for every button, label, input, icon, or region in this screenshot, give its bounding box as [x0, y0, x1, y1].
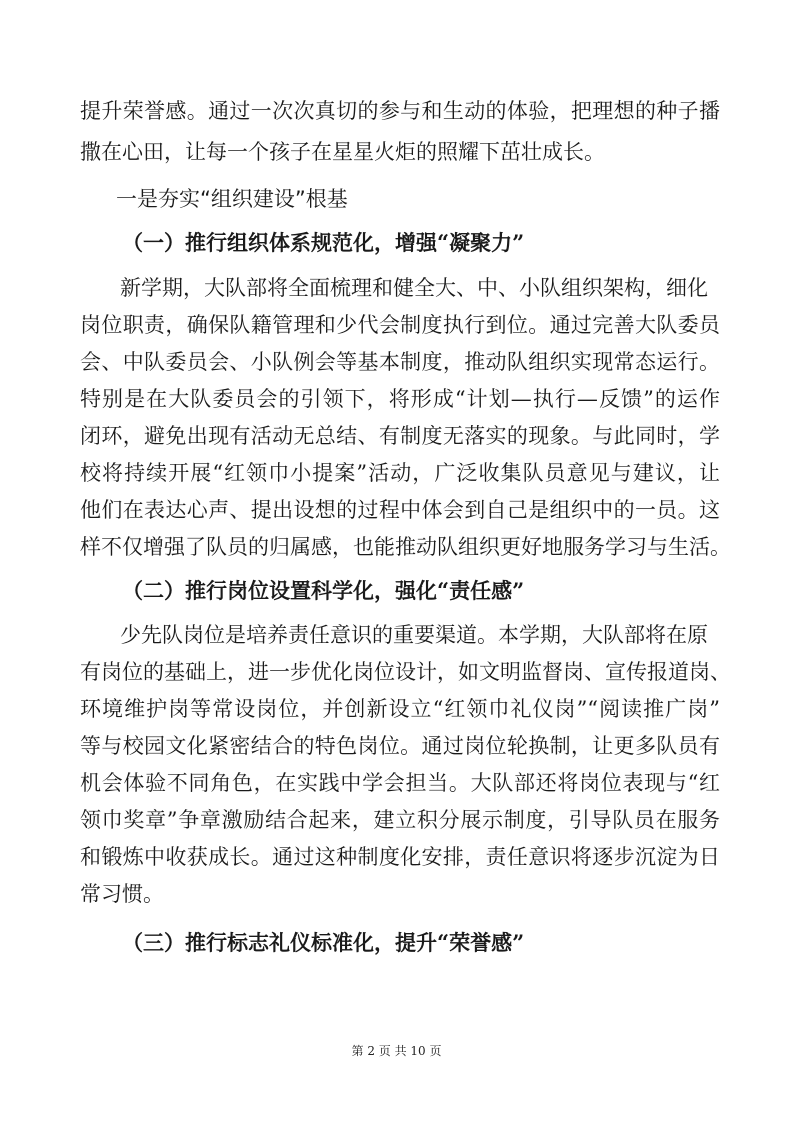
paragraph-line: 闭环，避免出现有活动无总结、有制度无落实的现象。与此同时，学 — [80, 424, 720, 448]
paragraph-line: 会、中队委员会、小队例会等基本制度，推动队组织实现常态运行。 — [80, 350, 720, 374]
subsection-heading: （二）推行岗位设置科学化，强化“责任感” — [122, 578, 525, 603]
paragraph-line: 校将持续开展“红领巾小提案”活动，广泛收集队员意见与建议，让 — [80, 461, 720, 485]
paragraph-line: 他们在表达心声、提出设想的过程中体会到自己是组织中的一员。这 — [80, 498, 720, 522]
paragraph-line: 少先队岗位是培养责任意识的重要渠道。本学期，大队部将在原 — [120, 623, 708, 647]
paragraph-line: 样不仅增强了队员的归属感，也能推动队组织更好地服务学习与生活。 — [80, 535, 731, 559]
paragraph-line: 常习惯。 — [80, 882, 164, 906]
paragraph-line: 撒在心田，让每一个孩子在星星火炬的照耀下茁壮成长。 — [80, 140, 605, 164]
paragraph-line: 有岗位的基础上，进一步优化岗位设计，如文明监督岗、宣传报道岗、 — [80, 660, 731, 684]
paragraph-line: 环境维护岗等常设岗位，并创新设立“红领巾礼仪岗”“阅读推广岗” — [80, 697, 720, 721]
subsection-heading: （一）推行组织体系规范化，增强“凝聚力” — [122, 230, 525, 255]
paragraph-line: 新学期，大队部将全面梳理和健全大、中、小队组织架构，细化 — [120, 276, 708, 300]
section-heading: 一是夯实“组织建设”根基 — [116, 187, 348, 211]
paragraph-line: 机会体验不同角色，在实践中学会担当。大队部还将岗位表现与“红 — [80, 771, 720, 795]
paragraph-line: 特别是在大队委员会的引领下，将形成“计划—执行—反馈”的运作 — [80, 387, 720, 411]
page-number-footer: 第 2 页 共 10 页 — [351, 1044, 442, 1058]
paragraph-line: 岗位职责，确保队籍管理和少代会制度执行到位。通过完善大队委员 — [80, 313, 720, 337]
subsection-heading: （三）推行标志礼仪标准化，提升“荣誉感” — [122, 930, 525, 955]
paragraph-line: 提升荣誉感。通过一次次真切的参与和生动的体验，把理想的种子播 — [80, 99, 720, 123]
paragraph-line: 领巾奖章”争章激励结合起来，建立积分展示制度，引导队员在服务 — [80, 808, 720, 832]
paragraph-line: 和锻炼中收获成长。通过这种制度化安排，责任意识将逐步沉淀为日 — [80, 845, 720, 869]
paragraph-line: 等与校园文化紧密结合的特色岗位。通过岗位轮换制，让更多队员有 — [80, 734, 720, 758]
